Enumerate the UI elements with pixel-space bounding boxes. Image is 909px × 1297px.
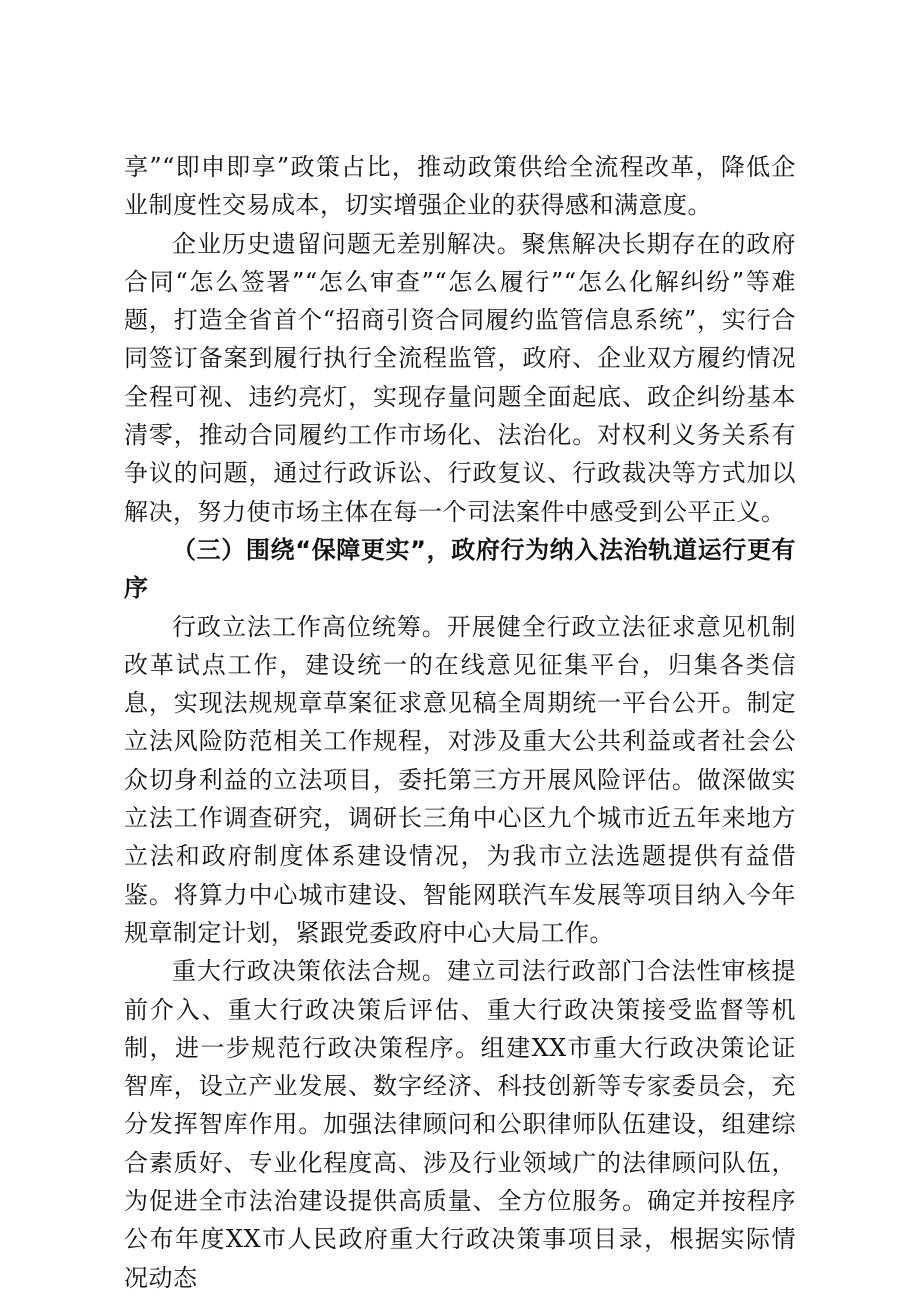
paragraph-enterprise-legacy-issues: 企业历史遗留问题无差别解决。聚焦解决长期存在的政府合同“怎么签署”“怎么审查”“怎么履行”“怎么化解纠纷”等难题，打造全省首个“招商引资合同履约监管信息系统”，实行合同签订备案到履行执行全流程监管，政府、企业双方履约情况全程可视、违约亮灯，实现存量问题全面起底、政企纠纷基本清零，推动合同履约工作市场化、法治化。对权利义务关系有争议的问题，通过行政诉讼、行政复议、行政裁决等方式加以解决，努力使市场主体在每一个司法案件中感受到公平正义。 (124, 229, 796, 526)
section-heading: （三）围绕“保障更实”，政府行为纳入法治轨道运行更有序 (124, 535, 796, 603)
paragraph-major-decisions: 重大行政决策依法合规。建立司法行政部门合法性审核提前介入、重大行政决策后评估、重大行政决策接受监督等机制，进一步规范行政决策程序。组建XX市重大行政决策论证智库，设立产业发展、数字经济、科技创新等专家委员会，充分发挥智库作用。加强法律顾问和公职律师队伍建设，组建综合素质好、专业化程度高、涉及行业领域广的法律顾问队伍，为促进全市法治建设提供高质量、全方位服务。确定并按程序公布年度XX市人民政府重大行政决策事项目录，根据实际情况动态 (124, 957, 796, 1292)
paragraph-continuation: 享”“即申即享”政策占比，推动政策供给全流程改革，降低企业制度性交易成本，切实增强企业的获得感和满意度。 (124, 153, 796, 220)
paragraph-administrative-legislation: 行政立法工作高位统筹。开展健全行政立法征求意见机制改革试点工作，建设统一的在线意见征集平台，归集各类信息，实现法规规章草案征求意见稿全周期统一平台公开。制定立法风险防范相关工作规程，对涉及重大公共利益或者社会公众切身利益的立法项目，委托第三方开展风险评估。做深做实立法工作调查研究，调研长三角中心区九个城市近五年来地方立法和政府制度体系建设情况，为我市立法选题提供有益借鉴。将算力中心城市建设、智能网联汽车发展等项目纳入今年规章制定计划，紧跟党委政府中心大局工作。 (124, 612, 796, 947)
document-page (124, 148, 796, 1297)
